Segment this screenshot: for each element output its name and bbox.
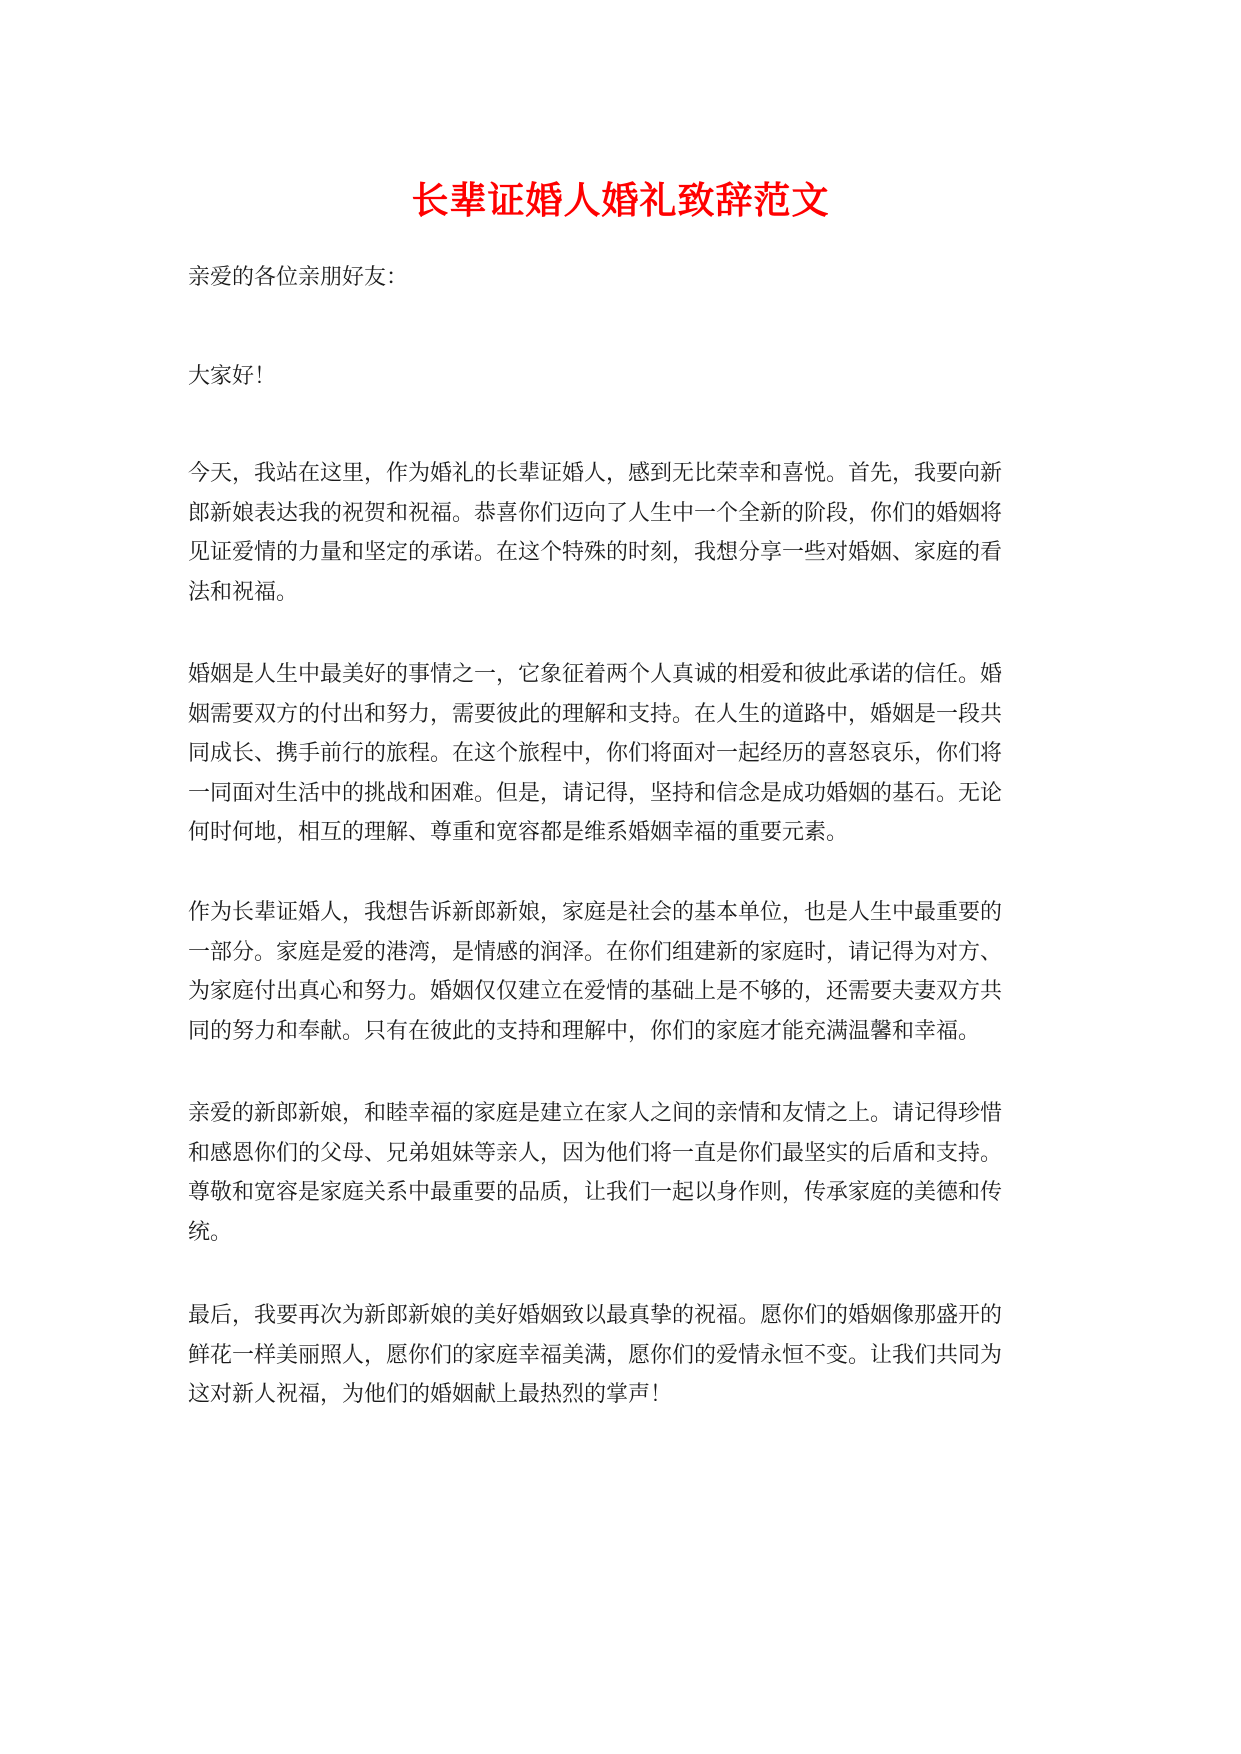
paragraph-line: 一部分。家庭是爱的港湾，是情感的润泽。在你们组建新的家庭时，请记得为对方、 bbox=[188, 939, 1003, 965]
hello-line: 大家好！ bbox=[188, 364, 277, 389]
paragraph-line: 法和祝福。 bbox=[188, 579, 299, 605]
paragraph-line: 尊敬和宽容是家庭关系中最重要的品质，让我们一起以身作则，传承家庭的美德和传 bbox=[188, 1180, 1003, 1205]
paragraph-3 bbox=[188, 893, 1056, 1051]
paragraph-line: 同的努力和奉献。只有在彼此的支持和理解中，你们的家庭才能充满温馨和幸福。 bbox=[188, 1018, 981, 1044]
paragraph-line: 这对新人祝福，为他们的婚姻献上最热烈的掌声！ bbox=[188, 1382, 673, 1407]
paragraph-line: 郎新娘表达我的祝贺和祝福。恭喜你们迈向了人生中一个全新的阶段，你们的婚姻将 bbox=[188, 500, 1003, 526]
paragraph-line: 作为长辈证婚人，我想告诉新郎新娘，家庭是社会的基本单位，也是人生中最重要的 bbox=[188, 900, 1003, 925]
paragraph-line: 一同面对生活中的挑战和困难。但是，请记得，坚持和信念是成功婚姻的基石。无论 bbox=[188, 780, 1003, 806]
paragraph-1 bbox=[188, 454, 1056, 612]
paragraph-line: 鲜花一样美丽照人，愿你们的家庭幸福美满，愿你们的爱情永恒不变。让我们共同为 bbox=[188, 1342, 1003, 1368]
paragraph-line: 统。 bbox=[188, 1219, 233, 1245]
document-title: 长辈证婚人婚礼致辞范文 bbox=[411, 179, 830, 222]
paragraph-line: 何时何地，相互的理解、尊重和宽容都是维系婚姻幸福的重要元素。 bbox=[188, 820, 849, 845]
paragraph-line: 婚姻是人生中最美好的事情之一，它象征着两个人真诚的相爱和彼此承诺的信任。婚 bbox=[188, 662, 1003, 687]
paragraph-line: 同成长、携手前行的旅程。在这个旅程中，你们将面对一起经历的喜怒哀乐，你们将 bbox=[188, 741, 1003, 766]
paragraph-line: 亲爱的新郎新娘，和睦幸福的家庭是建立在家人之间的亲情和友情之上。请记得珍惜 bbox=[188, 1101, 1003, 1126]
paragraph-line: 为家庭付出真心和努力。婚姻仅仅建立在爱情的基础上是不够的，还需要夫妻双方共 bbox=[188, 979, 1003, 1004]
paragraph-line: 姻需要双方的付出和努力，需要彼此的理解和支持。在人生的道路中，婚姻是一段共 bbox=[188, 701, 1003, 727]
paragraph-5 bbox=[188, 1296, 1056, 1415]
paragraph-line: 和感恩你们的父母、兄弟姐妹等亲人，因为他们将一直是你们最坚实的后盾和支持。 bbox=[188, 1140, 1003, 1166]
paragraph-4 bbox=[188, 1094, 1056, 1252]
paragraph-line: 今天，我站在这里，作为婚礼的长辈证婚人，感到无比荣幸和喜悦。首先，我要向新 bbox=[188, 461, 1003, 486]
greeting-line: 亲爱的各位亲朋好友： bbox=[188, 265, 409, 290]
paragraph-line: 最后，我要再次为新郎新娘的美好婚姻致以最真挚的祝福。愿你们的婚姻像那盛开的 bbox=[188, 1303, 1003, 1328]
paragraph-line: 见证爱情的力量和坚定的承诺。在这个特殊的时刻，我想分享一些对婚姻、家庭的看 bbox=[188, 540, 1003, 565]
paragraph-2 bbox=[188, 655, 1056, 853]
